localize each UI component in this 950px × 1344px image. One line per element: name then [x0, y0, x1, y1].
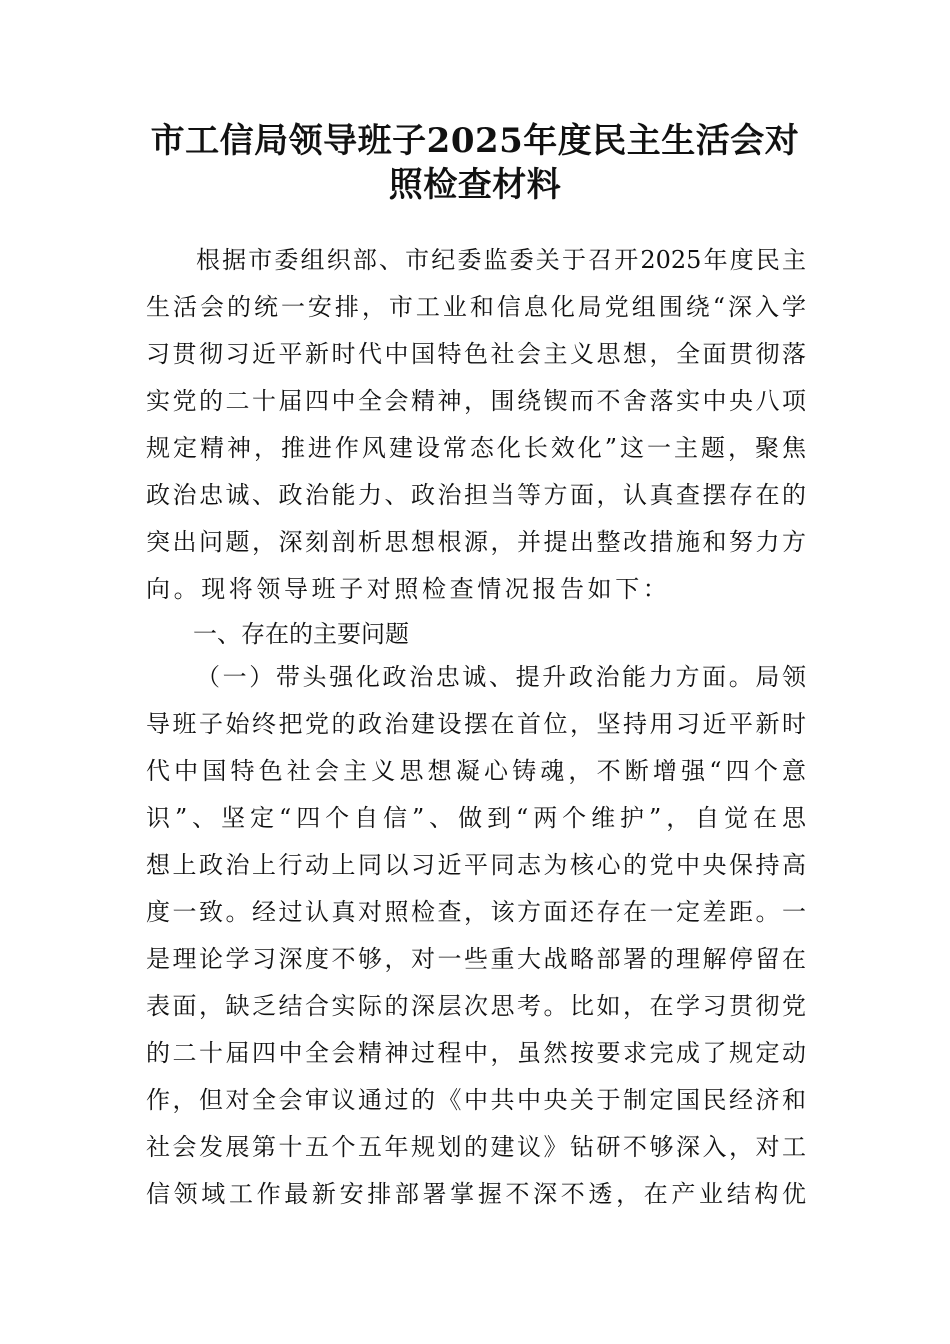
intro-line: 根据市委组织部、市纪委监委关于召开2025年度民主 [196, 246, 806, 274]
body-line: 社会发展第十五个五年规划的建议》钻研不够深入，对工 [146, 1133, 806, 1161]
body-line: 识”、坚定“四个自信”、做到“两个维护”，自觉在思 [146, 804, 806, 832]
body-line: 作，但对全会审议通过的《中共中央关于制定国民经济和 [146, 1086, 806, 1114]
intro-line: 突出问题，深刻剖析思想根源，并提出整改措施和努力方 [146, 528, 806, 556]
section-heading: 一、存在的主要问题 [193, 620, 409, 648]
intro-line: 习贯彻习近平新时代中国特色社会主义思想，全面贯彻落 [146, 340, 806, 368]
body-line: 信领域工作最新安排部署掌握不深不透，在产业结构优 [146, 1180, 806, 1208]
intro-line: 生活会的统一安排，市工业和信息化局党组围绕“深入学 [146, 293, 806, 321]
intro-line: 规定精神，推进作风建设常态化长效化”这一主题，聚焦 [146, 434, 806, 462]
body-line: 表面，缺乏结合实际的深层次思考。比如，在学习贯彻党 [146, 992, 806, 1020]
body-line: 想上政治上行动上同以习近平同志为核心的党中央保持高 [146, 851, 806, 879]
title-line-2: 照检查材料 [388, 165, 562, 205]
intro-line: 向。现将领导班子对照检查情况报告如下： [146, 575, 671, 603]
body-line: 的二十届四中全会精神过程中，虽然按要求完成了规定动 [146, 1039, 806, 1067]
body-line: 导班子始终把党的政治建设摆在首位，坚持用习近平新时 [146, 710, 806, 738]
body-line: 度一致。经过认真对照检查，该方面还存在一定差距。一 [146, 898, 806, 926]
intro-line: 实党的二十届四中全会精神，围绕锲而不舍落实中央八项 [146, 387, 806, 415]
body-line: 代中国特色社会主义思想凝心铸魂，不断增强“四个意 [146, 757, 806, 785]
body-line: （一）带头强化政治忠诚、提升政治能力方面。局领 [196, 663, 806, 691]
title-line-1: 市工信局领导班子2025年度民主生活会对 [150, 121, 800, 161]
body-line: 是理论学习深度不够，对一些重大战略部署的理解停留在 [146, 945, 806, 973]
intro-line: 政治忠诚、政治能力、政治担当等方面，认真查摆存在的 [146, 481, 806, 509]
